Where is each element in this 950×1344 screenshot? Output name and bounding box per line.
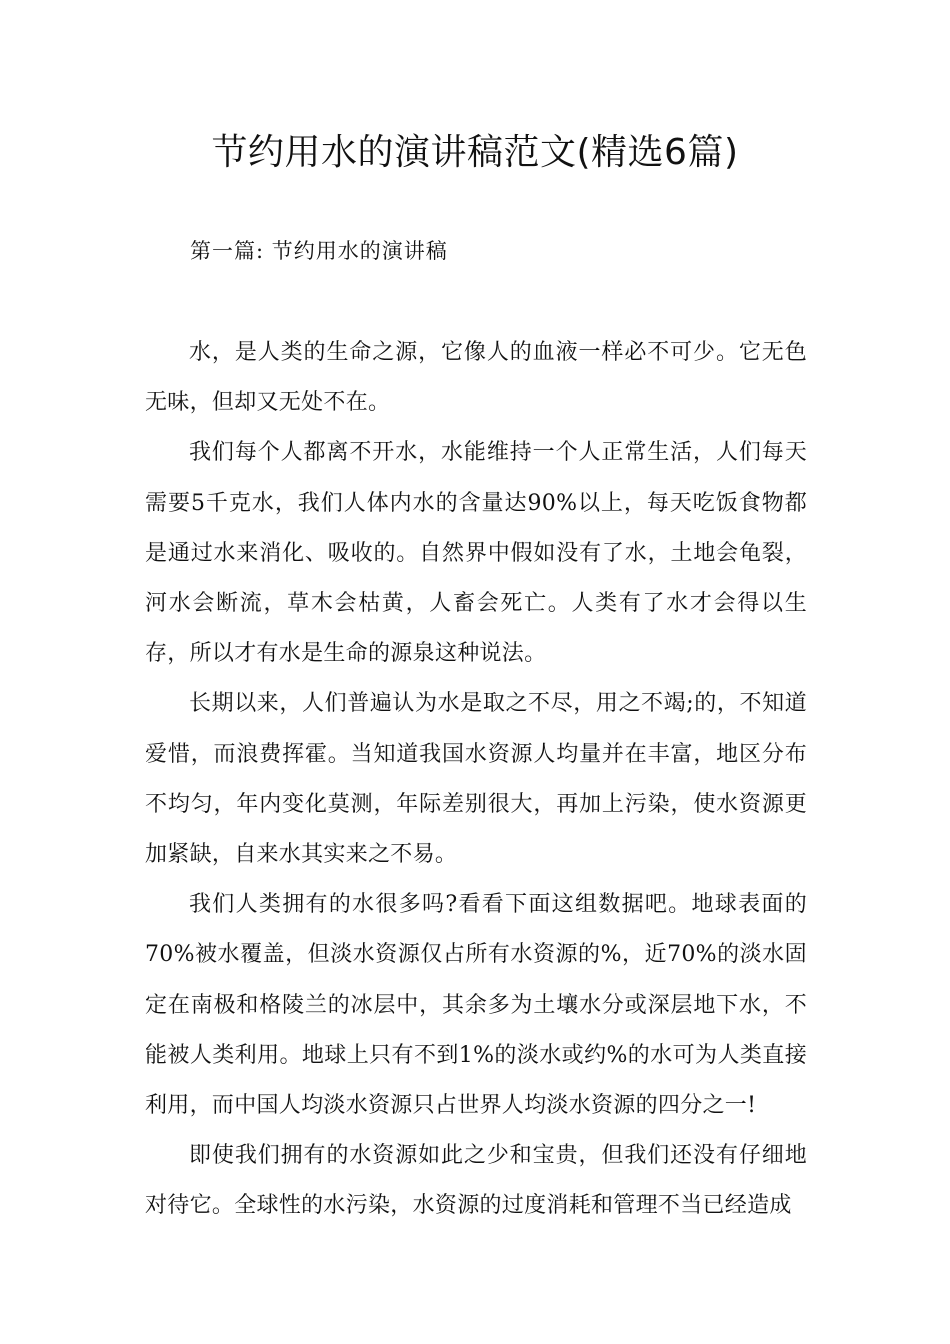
document-body: [145, 328, 807, 1232]
paragraph: 我们每个人都离不开水，水能维持一个人正常生活，人们每天需要5千克水，我们人体内水的含量达90%以上，每天吃饭食物都是通过水来消化、吸收的。自然界中假如没有了水，土地会龟裂，河水会断流，草木会枯黄，人畜会死亡。人类有了水才会得以生存，所以才有水是生命的源泉这种说法。: [145, 440, 807, 667]
document-title: 节约用水的演讲稿范文(精选6篇): [211, 132, 739, 173]
paragraph: 我们人类拥有的水很多吗?看看下面这组数据吧。地球表面的70%被水覆盖，但淡水资源仅占所有水资源的%，近70%的淡水固定在南极和格陵兰的冰层中，其余多为土壤水分或深层地下水，不能被人类利用。地球上只有不到1%的淡水或约%的水可为人类直接利用，而中国人均淡水资源只占世界人均淡水资源的四分之一!: [145, 892, 807, 1119]
paragraph: 水，是人类的生命之源，它像人的血液一样必不可少。它无色无味，但却又无处不在。: [145, 340, 807, 416]
paragraph: 长期以来，人们普遍认为水是取之不尽，用之不竭;的，不知道爱惜，而浪费挥霍。当知道我国水资源人均量并在丰富，地区分布不均匀，年内变化莫测，年际差别很大，再加上污染，使水资源更加紧缺，自来水其实来之不易。: [145, 691, 807, 868]
paragraph: 即使我们拥有的水资源如此之少和宝贵，但我们还没有仔细地对待它。全球性的水污染，水资源的过度消耗和管理不当已经造成: [145, 1143, 807, 1219]
section-subtitle: 第一篇: 节约用水的演讲稿: [190, 239, 448, 263]
